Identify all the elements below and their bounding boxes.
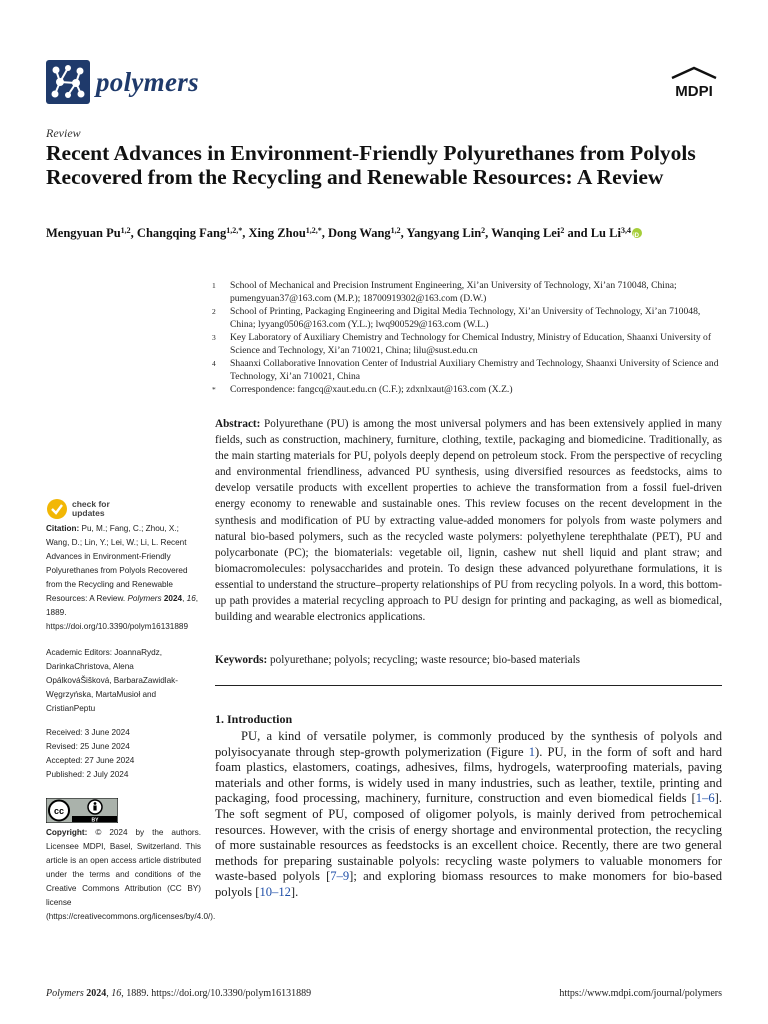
footer-doi-link[interactable]: , 1889. https://doi.org/10.3390/polym16131889 [121, 988, 312, 999]
author-separator: , [400, 226, 407, 240]
affiliation-text: Shaanxi Collaborative Innovation Center of Industrial Auxiliary Chemistry and Technology, Shaanxi University of Science and Technology, Xi’an 710021, China [230, 358, 719, 382]
keywords-text: polyurethane; polyols; recycling; waste resource; bio-based materials [270, 654, 581, 666]
reference-link[interactable]: 1–6 [695, 791, 715, 806]
article-type: Review [46, 126, 81, 140]
citation-doi[interactable]: , 1889. https://doi.org/10.3390/polym16131889 [46, 594, 199, 631]
keywords [215, 652, 722, 668]
introduction-paragraph [215, 729, 722, 901]
author-separator: , [130, 226, 137, 240]
author-name[interactable]: Wanqing Lei [491, 226, 561, 240]
affiliation-number: * [212, 385, 216, 394]
check-updates-icon [46, 498, 68, 520]
citation-text: Pu, M.; Fang, C.; Zhou, X.; Wang, D.; Lin, Y.; Lei, W.; Li, L. Recent Advances in Environment-Friendly Polyurethanes from Polyols Recovered from the Recycling and Renewable Resources: A Review. [46, 524, 188, 603]
reference-link[interactable]: 10–12 [259, 884, 291, 899]
author-separator: , [321, 226, 329, 240]
author-affiliation-marker: 1,2 [390, 226, 401, 235]
affiliation-item [212, 331, 722, 357]
publication-dates [46, 726, 201, 782]
check-updates-label: check for updates [72, 499, 110, 518]
author-affiliation-marker: 1,2,* [305, 226, 322, 235]
section-divider [215, 685, 722, 686]
copyright-text: © 2024 by the authors. Licensee MDPI, Basel, Switzerland. This article is an open access article distributed under the terms and conditions of the Creative Commons Attribution (CC BY) license (https://creativecommons.org/licenses/by/4.0/). [46, 828, 216, 921]
publisher-name: MDPI [675, 83, 713, 100]
date-accepted: Accepted: 27 June 2024 [46, 756, 135, 765]
citation-block: Citation: Pu, M.; Fang, C.; Zhou, X.; Wang, D.; Lin, Y.; Lei, W.; Li, L. Recent Advances in Environment-Friendly Polyurethanes from Polyols Recovered from the Recycling and Renewable Resources: A Review. Polymers 2024, 16, 1889. https://doi.org/10.3390/polym16131889 [46, 524, 199, 631]
citation-journal: Polymers [127, 594, 162, 603]
citation-volume: 16 [186, 594, 196, 603]
academic-editors [46, 646, 201, 716]
article-title: Recent Advances in Environment-Friendly Polyurethanes from Polyols Recovered from the Recycling and Renewable Resources: A Review [46, 141, 696, 189]
author-affiliation-marker: 1,2,* [226, 226, 243, 235]
paragraph-text: ]. The soft segment of PU, composed of oligomer polyols, is mainly derived from petrochemical resources. However, with the crisis of energy shortage and environmental protection, the recycling of more sustainable resources as feedstocks is an excellent choice. Recently, there are two general methods for preparing sustainable polyols: recycling waste polymers to valuable monomers for waste-based polyols [ [215, 791, 722, 884]
keywords-label: Keywords: [215, 654, 268, 666]
footer-journal-url[interactable]: https://www.mdpi.com/journal/polymers [559, 988, 722, 999]
author-separator: , [485, 226, 492, 240]
abstract-label: Abstract: [215, 418, 261, 430]
affiliation-number: 1 [212, 281, 216, 290]
affiliation-number: 4 [212, 359, 216, 368]
affiliation-text: Correspondence: fangcq@xaut.edu.cn (C.F.); zdxnlxaut@163.com (X.Z.) [230, 384, 513, 395]
mdpi-logo-icon[interactable] [666, 66, 722, 104]
affiliation-item [212, 383, 722, 396]
author-name[interactable]: and Lu Li [567, 226, 621, 240]
author-name[interactable]: Xing Zhou [248, 226, 306, 240]
copyright-notice [46, 826, 216, 924]
svg-text:BY: BY [91, 817, 99, 823]
paragraph-text: ]; and exploring biomass resources to make monomers for bio-based polyols [ [215, 869, 722, 899]
author-list [46, 222, 726, 242]
author-name[interactable]: Yangyang Lin [406, 226, 482, 240]
affiliation-item [212, 305, 722, 331]
journal-logo[interactable] [46, 60, 199, 104]
citation-year: 2024 [163, 594, 183, 603]
author-separator: , [242, 226, 249, 240]
svg-text:cc: cc [53, 806, 65, 816]
affiliation-text: School of Printing, Packaging Engineering and Digital Media Technology, Xi’an University of Technology, Xi’an 710048, China; lyyang0506@163.com (Y.L.); lwq900529@163.com (W.L.) [230, 306, 701, 330]
affiliations [212, 279, 722, 396]
author-name[interactable]: Mengyuan Pu [46, 226, 121, 240]
affiliation-text: Key Laboratory of Auxiliary Chemistry and Technology for Chemical Industry, Ministry of Education, Shaanxi University of Science and Technology, Xi’an 710021, China; lilu@sust.edu.cn [230, 332, 712, 356]
affiliation-number: 3 [212, 333, 216, 342]
date-received: Received: 3 June 2024 [46, 728, 130, 737]
abstract-text: Polyurethane (PU) is among the most universal polymers and has been extensively applied in many fields, such as construction, machinery, furniture, clothing, textile, packaging and biomedicine. Traditionally, as the main starting materials for PU, polyols deeply depend on petroleum stock. From the perspective of recycling and environmental friendliness, advanced PU synthesis, using diversified resources as feedstocks, aims to develop versatile products with excellent properties to achieve the transformation from a fossil fuel-driven energy economy to renewable and sustainable ones. This review focuses on the recent development in the synthesis and modification of PU by extracting value-added monomers for polyols from waste polymers and natural bio-based polymers, such as the recycled waste polymers: polyethylene terephthalate (PET), PU and polycarbonate (PC); the biomaterials: vegetable oil, lignin, cashew nut shell liquid and plant straw; and biomacromolecules: polysaccharides and protein. To design these advanced polyurethane formulations, it is essential to understand the structure–property relationships of PU from recycling polyols. In a word, this bottom-up path provides a material recycling approach to PU design for printing and packaging, as well as biomedical, building and wearable electronics applications. [215, 418, 722, 624]
editors-label: Academic Editors: [46, 648, 112, 657]
author-affiliation-marker: 2 [560, 226, 565, 235]
author-name[interactable]: Changqing Fang [136, 226, 227, 240]
reference-link[interactable]: 1 [528, 744, 535, 759]
author-name[interactable]: Dong Wang [328, 226, 391, 240]
date-revised: Revised: 25 June 2024 [46, 742, 130, 751]
date-published: Published: 2 July 2024 [46, 770, 129, 779]
affiliation-item [212, 357, 722, 383]
copyright-label: Copyright: [46, 828, 88, 837]
orcid-icon[interactable] [632, 228, 642, 238]
footer-citation: Polymers 2024, 16, 1889. https://doi.org/10.3390/polym16131889 [46, 988, 312, 999]
section-heading-introduction: 1. Introduction [215, 712, 293, 726]
paragraph-text: PU, a kind of versatile polymer, is commonly produced by the synthesis of polyols and polyisocyanate through step-growth polymerization (Figure [215, 729, 722, 759]
reference-link[interactable]: 7–9 [330, 869, 350, 884]
citation-label: Citation: [46, 524, 80, 533]
check-for-updates-badge[interactable] [46, 498, 110, 520]
journal-name: polymers [96, 66, 199, 97]
author-affiliation-marker: 3,4 [620, 226, 631, 235]
cc-by-license-icon[interactable] [46, 798, 118, 823]
abstract [215, 416, 722, 625]
affiliation-number: 2 [212, 307, 216, 316]
paragraph-text: ]. [290, 884, 299, 899]
paragraph-text: ). PU, in the form of soft and hard foam plastics, elastomers, coatings, adhesives, films, hydrogels, waterproofing materials, paving materials and other forms, is widely used in many industries, such as leather, textile, printing and packaging, food processing, machinery, furniture, construction and even biomedical fields [ [215, 744, 722, 806]
author-affiliation-marker: 2 [481, 226, 486, 235]
affiliation-item [212, 279, 722, 305]
author-affiliation-marker: 1,2 [120, 226, 131, 235]
affiliation-text: School of Mechanical and Precision Instrument Engineering, Xi’an University of Technology, Xi’an 710048, China; pumengyuan37@163.com (M.P.); 18700919302@163.com (D.W.) [230, 280, 677, 304]
editors-names: JoannaRydz, DarinkaChristova, Alena OpálkováŠišková, BarbaraZawidlak-Węgrzyńska, MartaMusioł and CristianPeptu [46, 648, 178, 713]
polymers-logo-icon [46, 60, 90, 104]
